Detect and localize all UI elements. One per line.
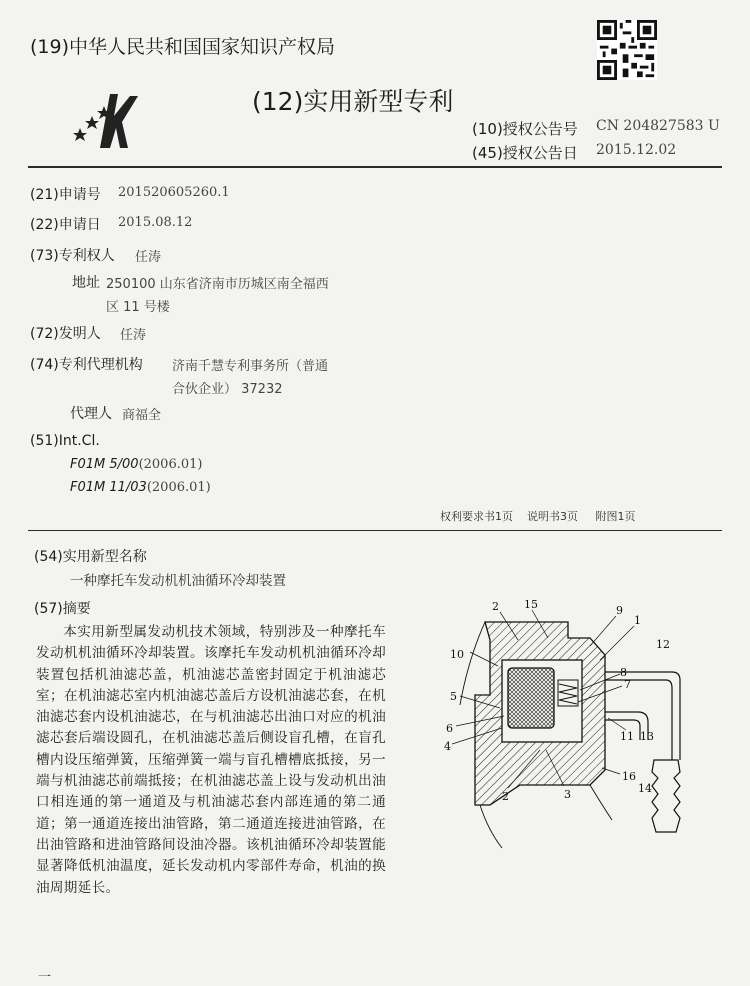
- pub-date-label: (45)授权公告日: [472, 144, 578, 162]
- pub-date-value: 2015.12.02: [596, 142, 677, 158]
- pages-info: [440, 508, 635, 524]
- agent-value: 商福全: [122, 408, 162, 423]
- intcl-2-code: F01M 11/03: [70, 480, 147, 495]
- part-number-1: 1: [634, 614, 641, 627]
- part-number-4: 4: [444, 740, 451, 753]
- abstract-text: 本实用新型属发动机技术领域，特别涉及一种摩托车发动机机油循环冷却装置。该摩托车发动机机油循环冷却装置包括机油滤芯盖，机油滤芯盖密封固定于机油滤芯室；在机油滤芯室内机油滤芯盖后方设机油滤芯套，在机油滤芯套内设机油滤芯，在与机油滤芯出油口对应的机油滤芯套后端设圆孔，在机油滤芯盖后侧设盲孔槽，在盲孔槽内设压缩弹簧，压缩弹簧一端与盲孔槽槽底抵接，另一端与机油滤芯前端抵接；在机油滤芯盖上设与发动机出油口相连通的第一通道及与机油滤芯套内部连通的第二通道；第一通道连接出油管路，第二通道连接进油管路，在出油管路和进油管路间设油冷器。该机油循环冷却装置能显著降低机油温度，延长发动机内零部件寿命，机油的换油周期延长。: [36, 624, 386, 896]
- part-number-7: 7: [624, 678, 631, 691]
- app-no-label: (21)申请号: [30, 187, 101, 203]
- footer-mark: 一: [38, 970, 52, 985]
- qr-code: [597, 20, 657, 80]
- part-number-5: 5: [450, 690, 457, 703]
- patentee-value: 任涛: [135, 250, 162, 265]
- housing-body: [460, 622, 612, 848]
- part-number-8: 8: [620, 666, 627, 679]
- app-date-value: 2015.08.12: [118, 215, 193, 230]
- part-number-11: 11: [620, 730, 634, 743]
- oil-pipes: [605, 672, 680, 832]
- part-number-16: 16: [622, 770, 636, 783]
- biblio-divider: [28, 530, 722, 531]
- intcl-1-date: (2006.01): [138, 457, 203, 472]
- part-number-2b: 2: [502, 790, 509, 803]
- address-line-1: 250100 山东省济南市历城区南全福西: [106, 277, 329, 292]
- utility-name-label: (54)实用新型名称: [34, 549, 147, 565]
- part-number-14: 14: [638, 782, 652, 795]
- part-number-15: 15: [524, 600, 538, 611]
- app-no-value: 201520605260.1: [118, 185, 230, 200]
- part-number-6: 6: [446, 722, 453, 735]
- intcl-label: (51)Int.Cl.: [30, 433, 100, 449]
- description-pages: 说明书3页: [527, 510, 578, 523]
- patentee-label: (73)专利权人: [30, 248, 115, 264]
- agent-label: 代理人: [70, 406, 112, 422]
- intcl-2-date: (2006.01): [146, 480, 211, 495]
- part-number-9: 9: [616, 604, 623, 617]
- agency-label: (74)专利代理机构: [30, 357, 143, 373]
- drawing-pages: 附图1页: [595, 510, 636, 523]
- intcl-1: [70, 457, 202, 472]
- address-line-2: 区 11 号楼: [106, 300, 170, 315]
- part-number-10: 10: [450, 648, 464, 661]
- cnipa-logo: [70, 88, 152, 150]
- part-number-13: 13: [640, 730, 654, 743]
- document-type: (12)实用新型专利: [252, 87, 454, 116]
- inventor-label: (72)发明人: [30, 326, 101, 342]
- office-name: (19)中华人民共和国国家知识产权局: [30, 36, 336, 58]
- app-date-label: (22)申请日: [30, 217, 101, 233]
- agency-line-2: 合伙企业） 37232: [172, 382, 283, 397]
- address-label: 地址: [72, 275, 100, 291]
- abstract-label: (57)摘要: [34, 601, 91, 617]
- agency-line-1: 济南千慧专利事务所（普通: [172, 359, 329, 374]
- technical-drawing: [440, 600, 690, 850]
- inventor-value: 任涛: [120, 328, 147, 343]
- intcl-2: [70, 480, 211, 495]
- part-number-12: 12: [656, 638, 670, 651]
- pub-no-value: CN 204827583 U: [596, 118, 720, 134]
- claims-pages: 权利要求书1页: [440, 510, 513, 523]
- header-divider: [28, 166, 722, 168]
- utility-name-value: 一种摩托车发动机机油循环冷却装置: [70, 573, 286, 589]
- part-number-3: 3: [564, 788, 571, 801]
- pub-no-label: (10)授权公告号: [472, 120, 578, 138]
- intcl-1-code: F01M 5/00: [70, 457, 139, 472]
- part-number-2a: 2: [492, 600, 499, 613]
